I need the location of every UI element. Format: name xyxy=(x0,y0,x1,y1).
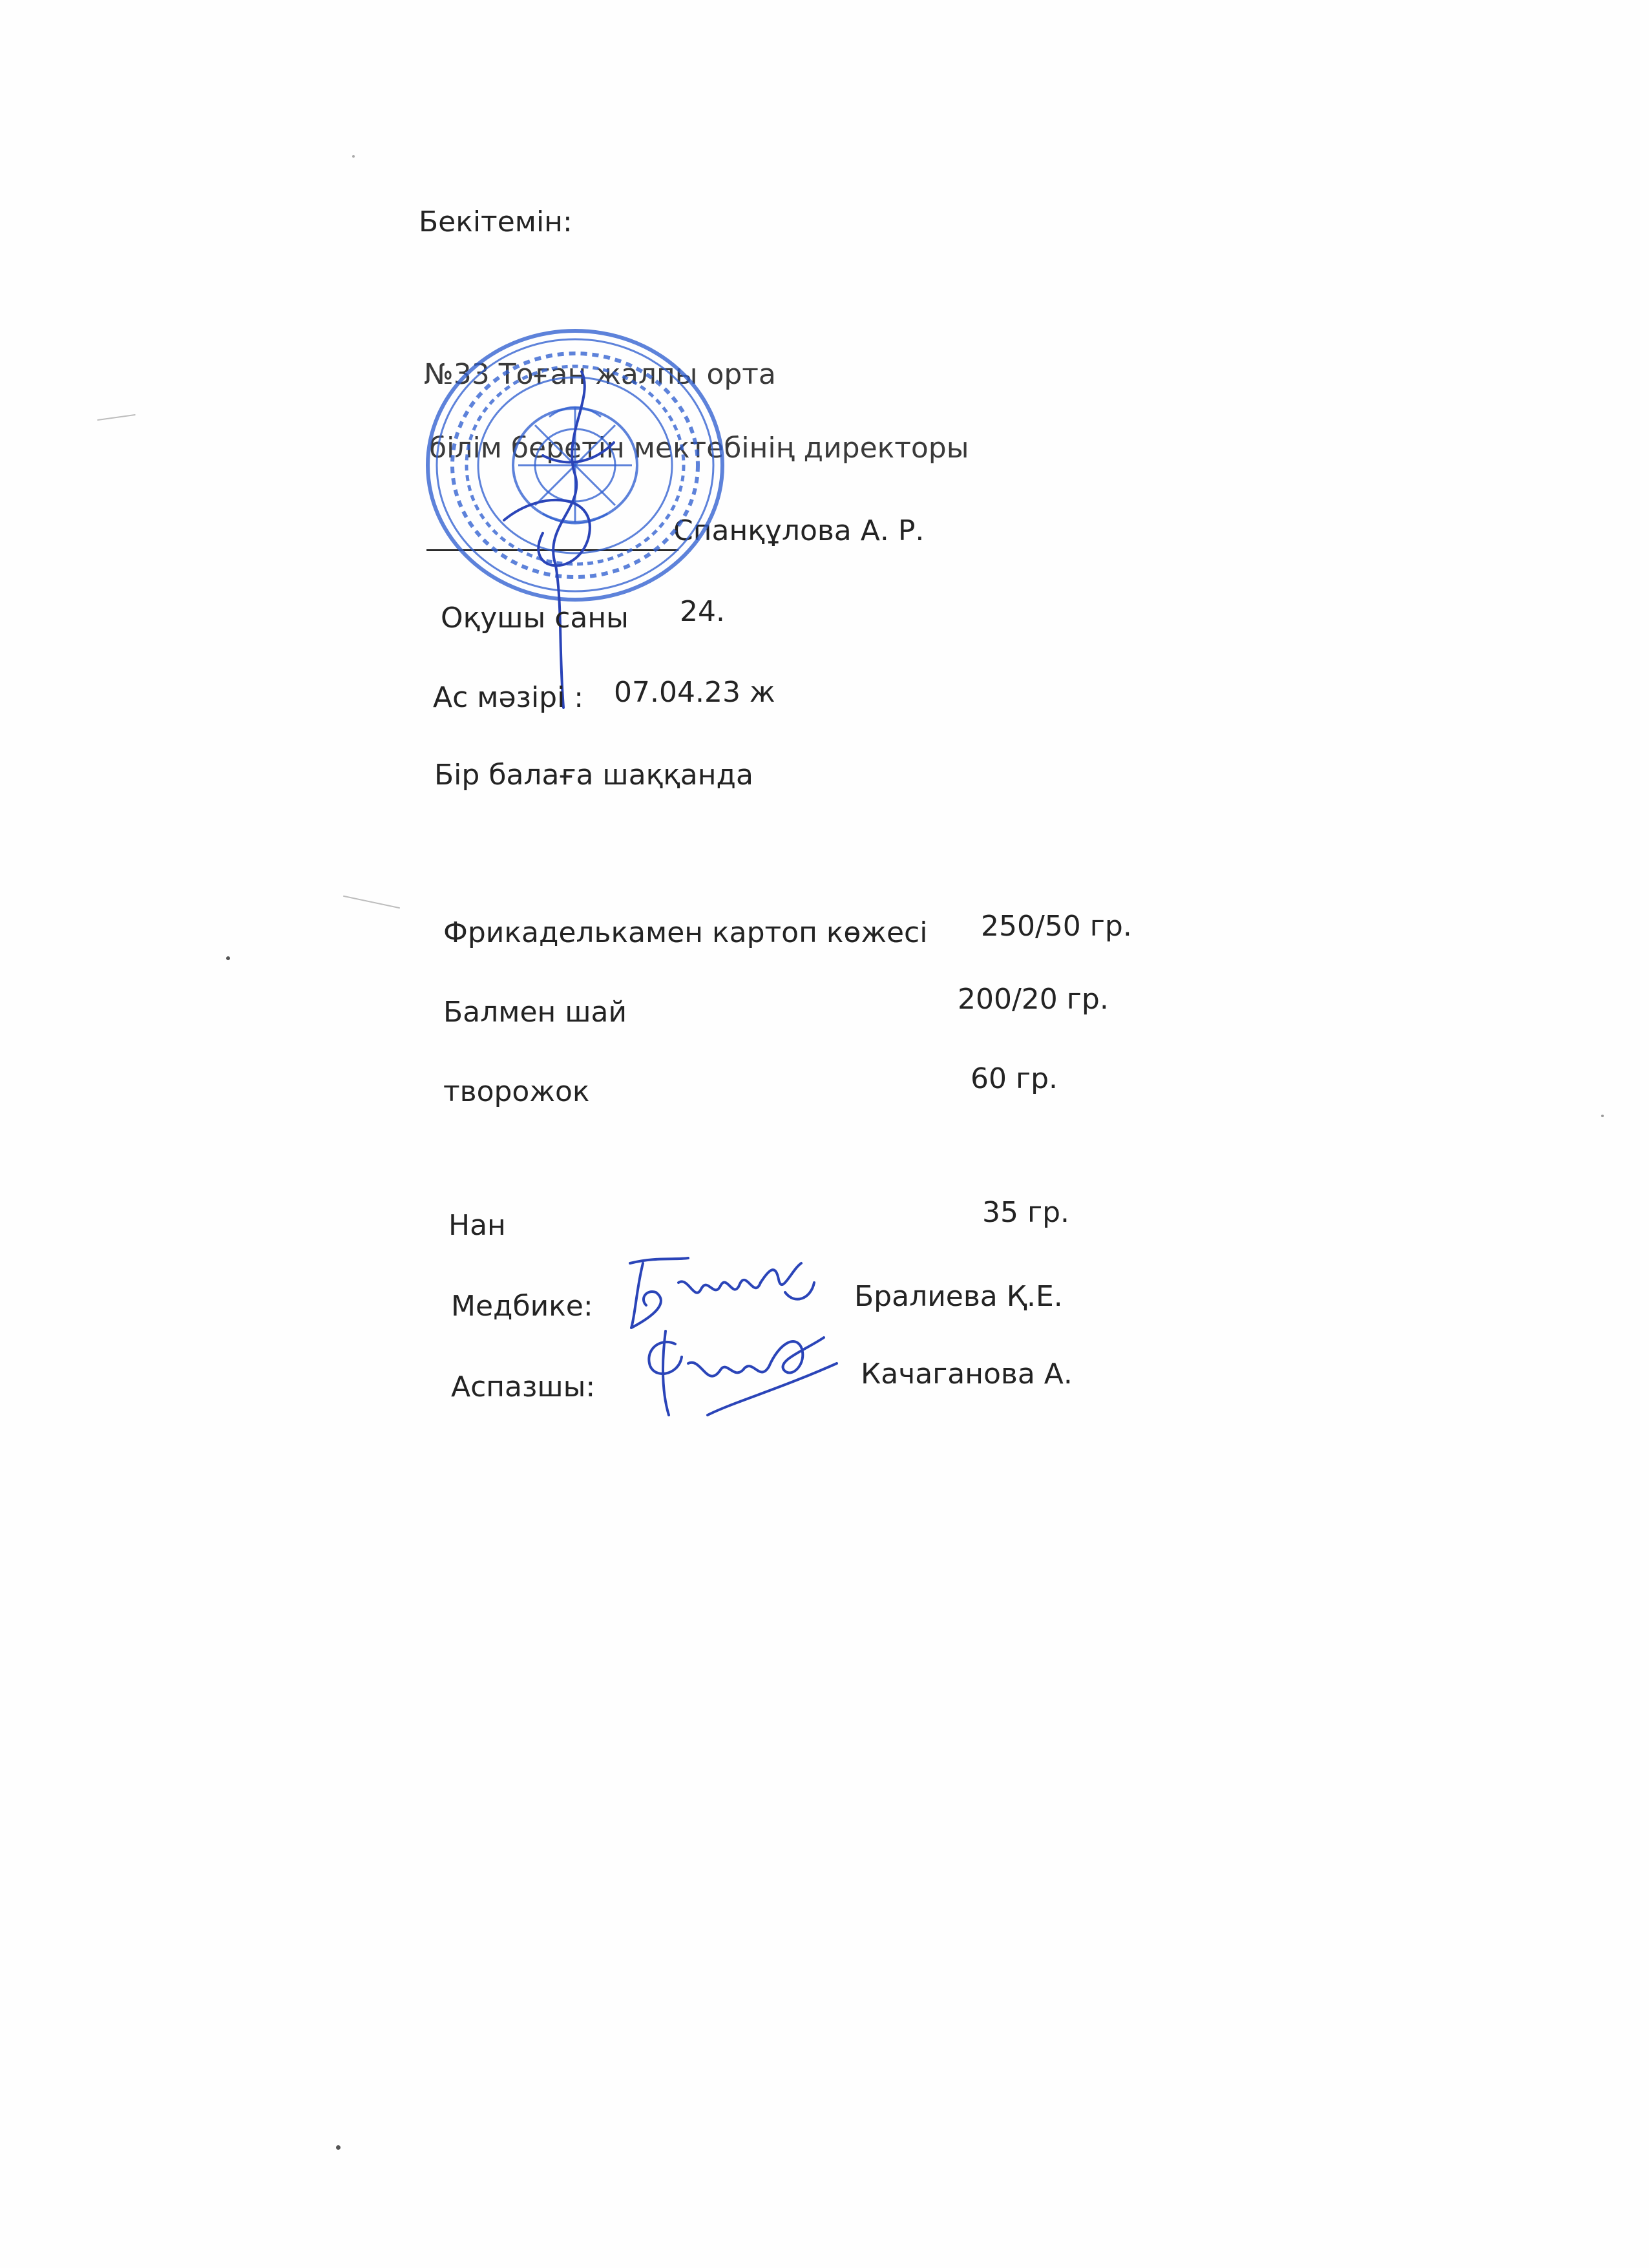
scan-speck xyxy=(336,2145,341,2150)
students-label: Оқушы саны xyxy=(441,602,629,635)
cook-signature-icon xyxy=(630,1318,843,1428)
nurse-name: Бралиева Қ.Е. xyxy=(854,1280,1063,1313)
menu-item-name: творожок xyxy=(443,1075,590,1108)
scan-scratch xyxy=(97,414,136,421)
scan-scratch xyxy=(343,896,400,909)
menu-item-name: Фрикаделькамен картоп көжесі xyxy=(443,916,928,949)
menu-label: Ас мәзірі : xyxy=(433,681,584,714)
nurse-label: Медбике: xyxy=(451,1290,593,1323)
scan-speck xyxy=(1601,1115,1604,1117)
students-value: 24. xyxy=(680,595,725,628)
menu-item-amount: 35 гр. xyxy=(982,1196,1070,1229)
school-name-line1: №33 Тоған жалпы орта xyxy=(424,358,776,391)
menu-item-amount: 60 гр. xyxy=(971,1062,1058,1095)
menu-date: 07.04.23 ж xyxy=(614,676,775,709)
cook-label: Аспазшы: xyxy=(451,1370,596,1403)
scan-speck xyxy=(352,155,355,158)
per-child-note: Бір балаға шаққанда xyxy=(434,759,753,792)
scan-speck xyxy=(226,956,230,960)
approval-heading: Бекітемін: xyxy=(419,205,572,238)
menu-item-amount: 200/20 гр. xyxy=(958,983,1109,1016)
director-signature-icon xyxy=(465,359,659,720)
cook-name: Качаганова А. xyxy=(861,1358,1073,1391)
director-name: Спанқұлова А. Р. xyxy=(673,514,925,547)
menu-item-amount: 250/50 гр. xyxy=(981,910,1132,943)
menu-item-name: Нан xyxy=(448,1209,506,1242)
school-name-line2: білім беретін мектебінің директоры xyxy=(429,432,969,465)
menu-item-name: Балмен шай xyxy=(443,996,627,1029)
